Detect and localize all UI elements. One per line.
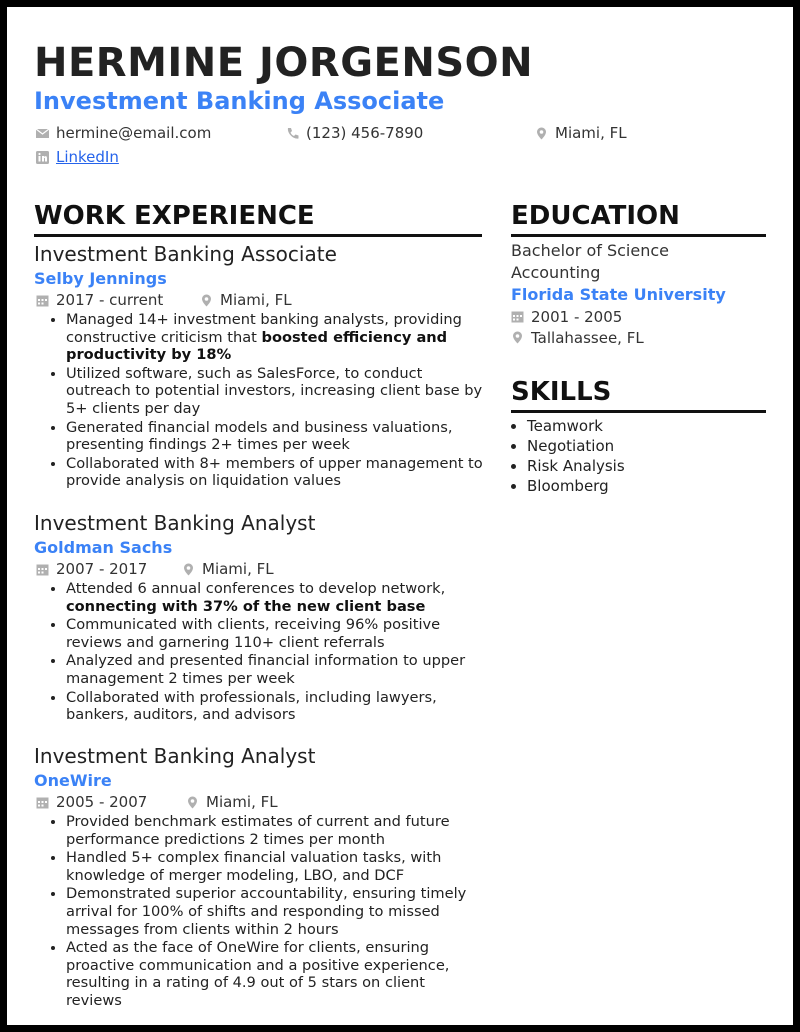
list-item: • Handled 5+ complex financial valuation tasks, with knowledge of merger modeling, LBO, and DCF xyxy=(66,849,484,884)
list-item: • Risk Analysis xyxy=(527,456,625,476)
calendar-icon xyxy=(511,310,524,323)
list-item: • Analyzed and presented financial information to upper management 2 times per week xyxy=(66,652,484,687)
work-experience-heading: WORK EXPERIENCE xyxy=(34,201,482,237)
contact-phone xyxy=(286,124,423,142)
map-pin-icon xyxy=(186,796,199,809)
map-pin-icon xyxy=(182,563,195,576)
job-dates-text: 2017 - current xyxy=(56,291,164,309)
phone-icon xyxy=(286,127,299,140)
map-pin-icon xyxy=(535,127,548,140)
list-item: • Collaborated with professionals, including lawyers, bankers, auditors, and advisors xyxy=(66,689,484,724)
contact-location xyxy=(535,124,627,142)
job-location-text: Miami, FL xyxy=(220,291,292,309)
job-title: Investment Banking Analyst xyxy=(34,744,316,768)
education-location xyxy=(511,327,771,348)
degree-field: Accounting xyxy=(511,263,601,282)
contact-linkedin xyxy=(36,148,119,166)
education-dates-text: 2001 - 2005 xyxy=(531,307,623,326)
calendar-icon xyxy=(36,796,49,809)
calendar-icon xyxy=(36,563,49,576)
envelope-icon xyxy=(36,127,49,140)
list-item: • Utilized software, such as SalesForce, to conduct outreach to potential investors, increasing client base by 5+ clients per day xyxy=(66,365,484,418)
job-entry xyxy=(34,241,484,491)
list-item: • Generated financial models and business valuations, presenting findings 2+ times per week xyxy=(66,419,484,454)
job-location xyxy=(182,560,274,578)
location-text: Miami, FL xyxy=(555,124,627,142)
resume-page xyxy=(7,7,793,1025)
job-location-text: Miami, FL xyxy=(206,793,278,811)
company-name: Selby Jennings xyxy=(34,269,167,288)
job-title: Investment Banking Analyst xyxy=(34,511,316,535)
map-pin-icon xyxy=(200,294,213,307)
map-pin-icon xyxy=(511,331,524,344)
calendar-icon xyxy=(36,294,49,307)
school-name: Florida State University xyxy=(511,285,726,304)
education-heading: EDUCATION xyxy=(511,201,766,237)
job-dates xyxy=(36,793,147,811)
candidate-name: HERMINE JORGENSON xyxy=(34,40,534,86)
job-dates xyxy=(36,291,163,309)
job-dates-text: 2007 - 2017 xyxy=(56,560,148,578)
list-item: • Acted as the face of OneWire for clients, ensuring proactive communication and a positive experience, resulting in a rating of 4.9 out of 5 stars on client reviews xyxy=(66,939,484,1009)
phone-text: (123) 456-7890 xyxy=(306,124,424,142)
list-item: • Attended 6 annual conferences to develop network, connecting with 37% of the new client base xyxy=(66,580,484,615)
list-item: • Demonstrated superior accountability, ensuring timely arrival for 100% of shifts and responding to missed messages from clients within 2 hours xyxy=(66,885,484,938)
job-location xyxy=(200,291,292,309)
list-item: • Teamwork xyxy=(527,416,625,436)
job-dates-text: 2005 - 2007 xyxy=(56,793,148,811)
education-location-text: Tallahassee, FL xyxy=(531,328,644,347)
job-location-text: Miami, FL xyxy=(202,560,274,578)
linkedin-link[interactable]: LinkedIn xyxy=(56,148,119,166)
job-location xyxy=(186,793,278,811)
company-name: OneWire xyxy=(34,771,112,790)
email-text: hermine@email.com xyxy=(56,124,212,142)
list-item: • Communicated with clients, receiving 96% positive reviews and garnering 110+ client referrals xyxy=(66,616,484,651)
list-item: • Managed 14+ investment banking analysts, providing constructive criticism that boosted efficiency and productivity by 18% xyxy=(66,311,484,364)
job-title: Investment Banking Associate xyxy=(34,242,337,266)
job-dates xyxy=(36,560,147,578)
job-entry xyxy=(34,510,484,725)
education-entry xyxy=(511,240,771,348)
company-name: Goldman Sachs xyxy=(34,538,173,557)
job-entry xyxy=(34,743,484,1011)
job-bullets xyxy=(34,813,484,1010)
job-meta xyxy=(34,291,484,311)
job-meta xyxy=(34,560,484,580)
contact-email xyxy=(36,124,211,142)
education-dates xyxy=(511,306,771,327)
job-bullets xyxy=(34,580,484,724)
list-item: • Provided benchmark estimates of current and future performance predictions 2 times per month xyxy=(66,813,484,848)
job-bullets xyxy=(34,311,484,490)
list-item: • Bloomberg xyxy=(527,476,625,496)
job-meta xyxy=(34,793,484,813)
list-item: • Negotiation xyxy=(527,436,625,456)
skills-heading: SKILLS xyxy=(511,377,766,413)
list-item: • Collaborated with 8+ members of upper management to provide analysis on liquidation values xyxy=(66,455,484,490)
linkedin-icon xyxy=(36,151,49,164)
candidate-title: Investment Banking Associate xyxy=(34,87,445,115)
skills-list xyxy=(511,416,625,496)
degree-name: Bachelor of Science xyxy=(511,241,669,260)
